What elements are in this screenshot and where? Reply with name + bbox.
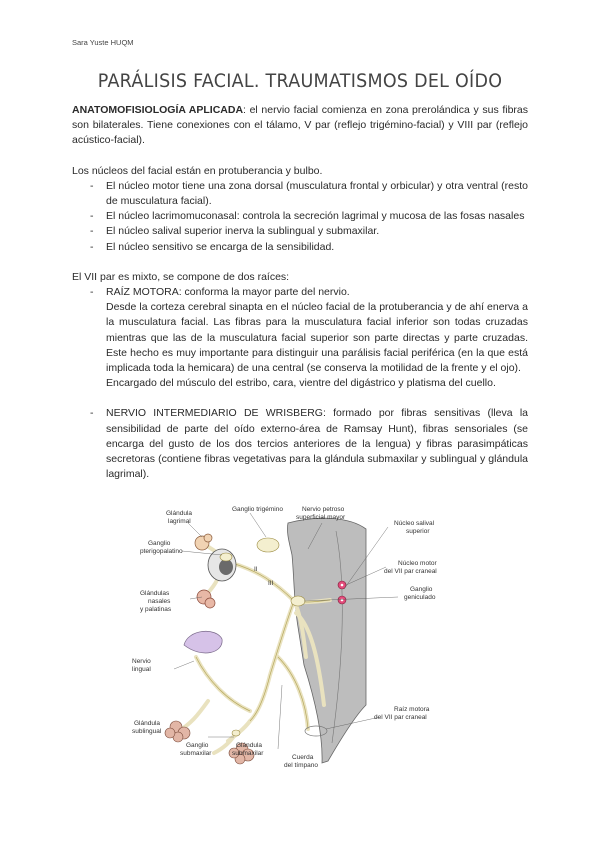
label-ganglio-submaxilar-1: Ganglio — [186, 742, 209, 749]
roots-list — [72, 285, 528, 391]
label-cuerda-timpano-1: Cuerda — [292, 754, 314, 761]
intro-heading: ANATOMOFISIOLOGÍA APLICADA — [72, 104, 244, 116]
diagram-svg — [118, 505, 450, 777]
nuclei-list — [72, 179, 528, 255]
facial-nerve-diagram — [118, 505, 450, 777]
tongue-shape — [184, 631, 222, 653]
nuclei-lead: Los núcleos del facial están en protuberancia y bulbo. — [72, 164, 323, 177]
nucleus-motor-dot — [341, 584, 344, 587]
ganglio-submaxilar-shape — [232, 730, 240, 736]
motor-root-extra: Encargado del músculo del estribo, cara, vientre del digástrico y platisma del cuello. — [106, 377, 496, 390]
document-body — [72, 103, 528, 482]
nerve-descending — [278, 657, 308, 729]
nerve-sublingual — [178, 701, 208, 731]
list-item: - El núcleo sensitivo se encarga de la sensibilidad. — [72, 240, 528, 255]
label-nucleo-motor-1: Núcleo motor — [398, 560, 437, 567]
label-nervio-lingual-1: Nervio — [132, 658, 151, 665]
label-glandulas-nasales-3: y palatinas — [140, 606, 172, 613]
label-cuerda-timpano-2: del tímpano — [284, 762, 318, 769]
roots-lead: El VII par es mixto, se compone de dos raíces: — [72, 270, 290, 283]
label-roman-3: III — [268, 580, 274, 587]
brainstem-shape — [287, 518, 366, 763]
label-ganglio-trigemino: Ganglio trigémino — [232, 506, 283, 513]
nucleus-salival-dot — [341, 599, 344, 602]
label-ganglio-pterigo-1: Ganglio — [148, 540, 171, 547]
label-nervio-lingual-2: lingual — [132, 666, 151, 673]
page-header: Sara Yuste HUQM — [72, 38, 134, 47]
ganglio-pterigopalatino-shape — [220, 553, 232, 561]
label-nervio-petroso-2: superficial mayor — [296, 514, 346, 521]
label-ganglio-submaxilar-2: submaxilar — [180, 750, 212, 757]
ganglio-trigemino-shape — [257, 538, 279, 552]
label-nucleo-salival-1: Núcleo salival — [394, 520, 435, 527]
label-glandula-lagrimal-1: Glándula — [166, 510, 193, 517]
nerve-motor-root — [250, 601, 294, 721]
nerve-lingual — [196, 657, 250, 711]
label-nervio-petroso-1: Nervio petroso — [302, 506, 345, 513]
list-item: - El núcleo motor tiene una zona dorsal (musculatura frontal y orbicular) y otra ventral (resto de musculatura facial). — [72, 179, 528, 209]
intermediate-list — [72, 406, 528, 482]
list-item: - El núcleo salival superior inerva la sublingual y submaxilar. — [72, 224, 528, 239]
list-item: - El núcleo lacrimomuconasal: controla la secreción lagrimal y mucosa de las fosas nasales — [72, 209, 528, 224]
eye-shadow — [219, 559, 233, 575]
label-glandula-lagrimal-2: lagrimal — [168, 518, 191, 525]
label-glandula-submaxilar-1: Glándula — [236, 742, 263, 749]
label-raiz-motora-2: del VII par craneal — [374, 714, 427, 721]
ganglio-geniculado-shape — [291, 596, 305, 606]
label-glandulas-nasales-1: Glándulas — [140, 590, 170, 597]
label-ganglio-geniculado-1: Ganglio — [410, 586, 433, 593]
motor-root-title: - RAÍZ MOTORA: conforma la mayor parte del nervio. — [106, 286, 350, 299]
list-item: - NERVIO INTERMEDIARIO DE WRISBERG: formado por fibras sensitivas (lleva la sensibilidad de parte del oído externo-área de Ramsay Hunt), fibras sensoriales (se encarga del gusto de los dos tercios anteriores de la lengua) y fibras parasimpáticas secretoras (contiene fibras vegetativas para la glándula submaxilar y sublingual y glándula lagrimal). — [72, 406, 528, 482]
label-roman-2: II — [254, 566, 258, 573]
label-glandula-sublingual-1: Glándula — [134, 720, 161, 727]
label-ganglio-geniculado-2: geniculado — [404, 594, 436, 601]
page-title: PARÁLISIS FACIAL. TRAUMATISMOS DEL OÍDO — [97, 70, 503, 92]
label-raiz-motora-1: Raíz motora — [394, 706, 430, 713]
glandulas-nasales-lobe — [205, 598, 215, 608]
label-glandula-sublingual-2: sublingual — [132, 728, 162, 735]
label-ganglio-pterigo-2: pterigopalatino — [140, 548, 183, 555]
motor-root-body: Desde la corteza cerebral sinapta en el núcleo facial de la protuberancia y de ahí enerva a la musculatura facial. Las fibras para la musculatura facial inferior son todas cruzadas mientras que las de la musculatura facial superior son parte directas y parte cruzadas. Este hecho es muy importante para distinguir una parálisis facial periférica (en la que está implicada toda la hemicara) de una central (se conserva la motilidad de la frente y el ojo). — [106, 301, 528, 375]
label-glandulas-nasales-2: nasales — [148, 598, 171, 605]
glandula-lagrimal-lobe — [204, 534, 212, 542]
label-nucleo-motor-2: del VII par craneal — [384, 568, 437, 575]
list-item — [72, 285, 528, 391]
label-glandula-submaxilar-2: submaxilar — [232, 750, 264, 757]
intro-paragraph — [72, 103, 528, 149]
intro-text: : el nervio facial comienza en zona prerolándica y sus fibras son bilaterales. Tiene conexiones con el tálamo, V par (reflejo trigémino-facial) y VIII par (reflejo acústico-facial). — [72, 104, 529, 147]
label-nucleo-salival-2: superior — [406, 528, 430, 535]
